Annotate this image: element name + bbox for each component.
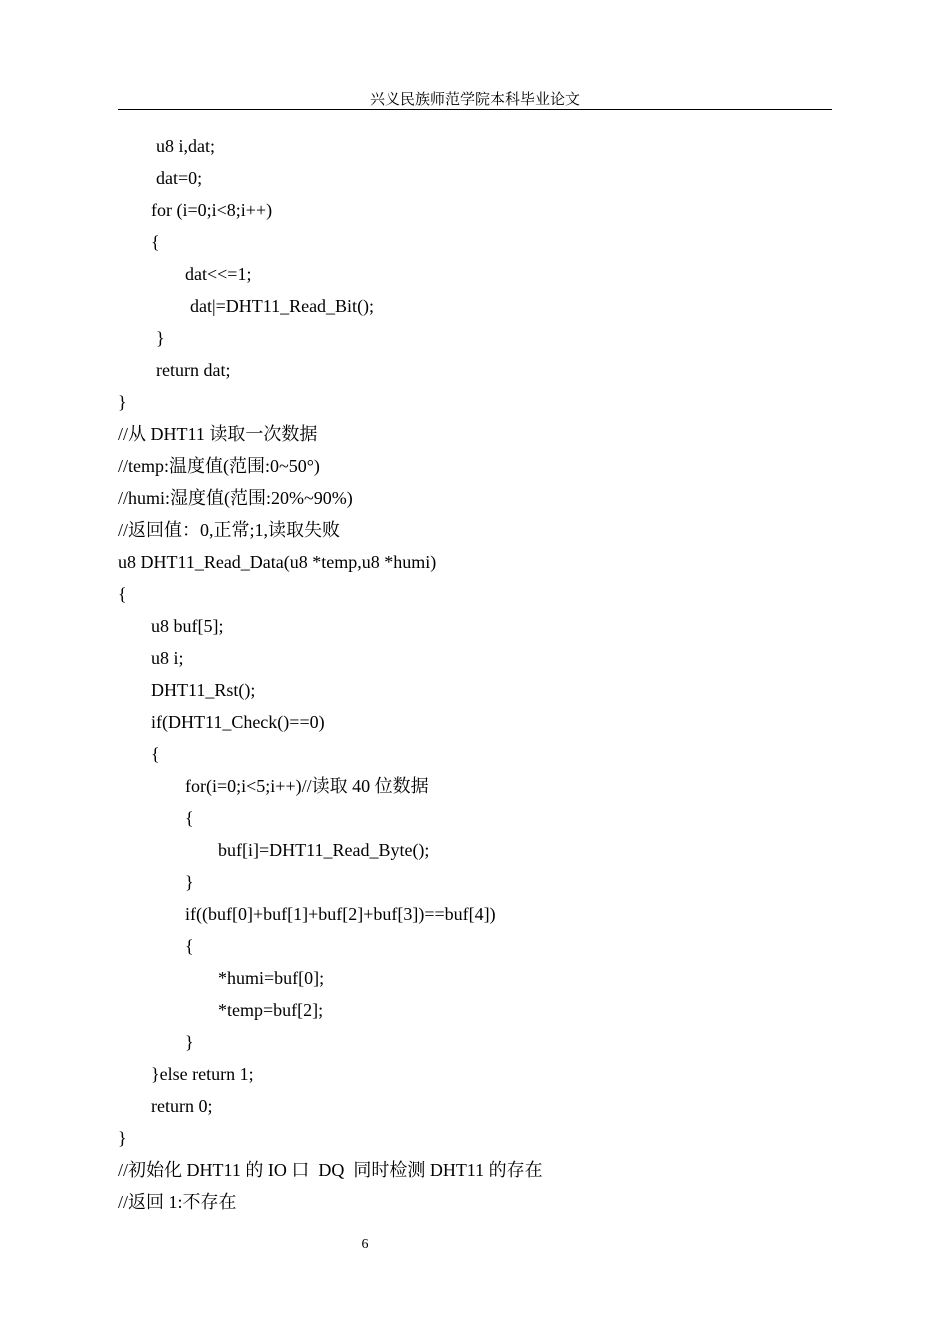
code-line: { (185, 936, 194, 956)
code-line: u8 buf[5]; (151, 616, 224, 636)
code-line: u8 DHT11_Read_Data(u8 *temp,u8 *humi) (118, 552, 437, 572)
code-line: return dat; (156, 360, 231, 380)
code-line: return 0; (151, 1096, 213, 1116)
code-comment: //返回值：0,正常;1,读取失败 (118, 520, 341, 540)
code-line: dat<<=1; (185, 264, 252, 284)
code-comment: //初始化 DHT11 的 IO 口 DQ 同时检测 DHT11 的存在 (118, 1160, 543, 1180)
code-line: }else return 1; (151, 1064, 254, 1084)
code-line: for(i=0;i<5;i++)//读取 40 位数据 (185, 776, 429, 796)
code-comment: //temp:温度值(范围:0~50°) (118, 456, 320, 476)
code-comment: //从 DHT11 读取一次数据 (118, 424, 318, 444)
code-line: if(DHT11_Check()==0) (151, 712, 325, 732)
code-line: *humi=buf[0]; (218, 968, 325, 988)
code-line: { (151, 744, 160, 764)
code-comment: //humi:湿度值(范围:20%~90%) (118, 488, 353, 508)
code-line: } (156, 328, 165, 348)
page-header: 兴义民族师范学院本科毕业论文 (369, 92, 580, 108)
code-line: DHT11_Rst(); (151, 680, 256, 700)
code-line: for (i=0;i<8;i++) (151, 200, 273, 220)
code-line: { (185, 808, 194, 828)
code-line: } (118, 1128, 127, 1148)
code-line: u8 i; (151, 648, 184, 668)
page-number: 6 (361, 1237, 369, 1252)
code-line: buf[i]=DHT11_Read_Byte(); (218, 840, 430, 860)
code-line: { (151, 232, 160, 252)
code-line: *temp=buf[2]; (218, 1000, 324, 1020)
header-divider (118, 109, 832, 110)
code-line: if((buf[0]+buf[1]+buf[2]+buf[3])==buf[4]) (185, 904, 496, 924)
code-line: { (118, 584, 127, 604)
code-line: dat=0; (156, 168, 203, 188)
code-line: } (185, 872, 194, 892)
code-line: dat|=DHT11_Read_Bit(); (190, 296, 375, 316)
code-comment: //返回 1:不存在 (118, 1192, 237, 1212)
code-line: } (185, 1032, 194, 1052)
code-line: u8 i,dat; (156, 136, 215, 156)
code-line: } (118, 392, 127, 412)
